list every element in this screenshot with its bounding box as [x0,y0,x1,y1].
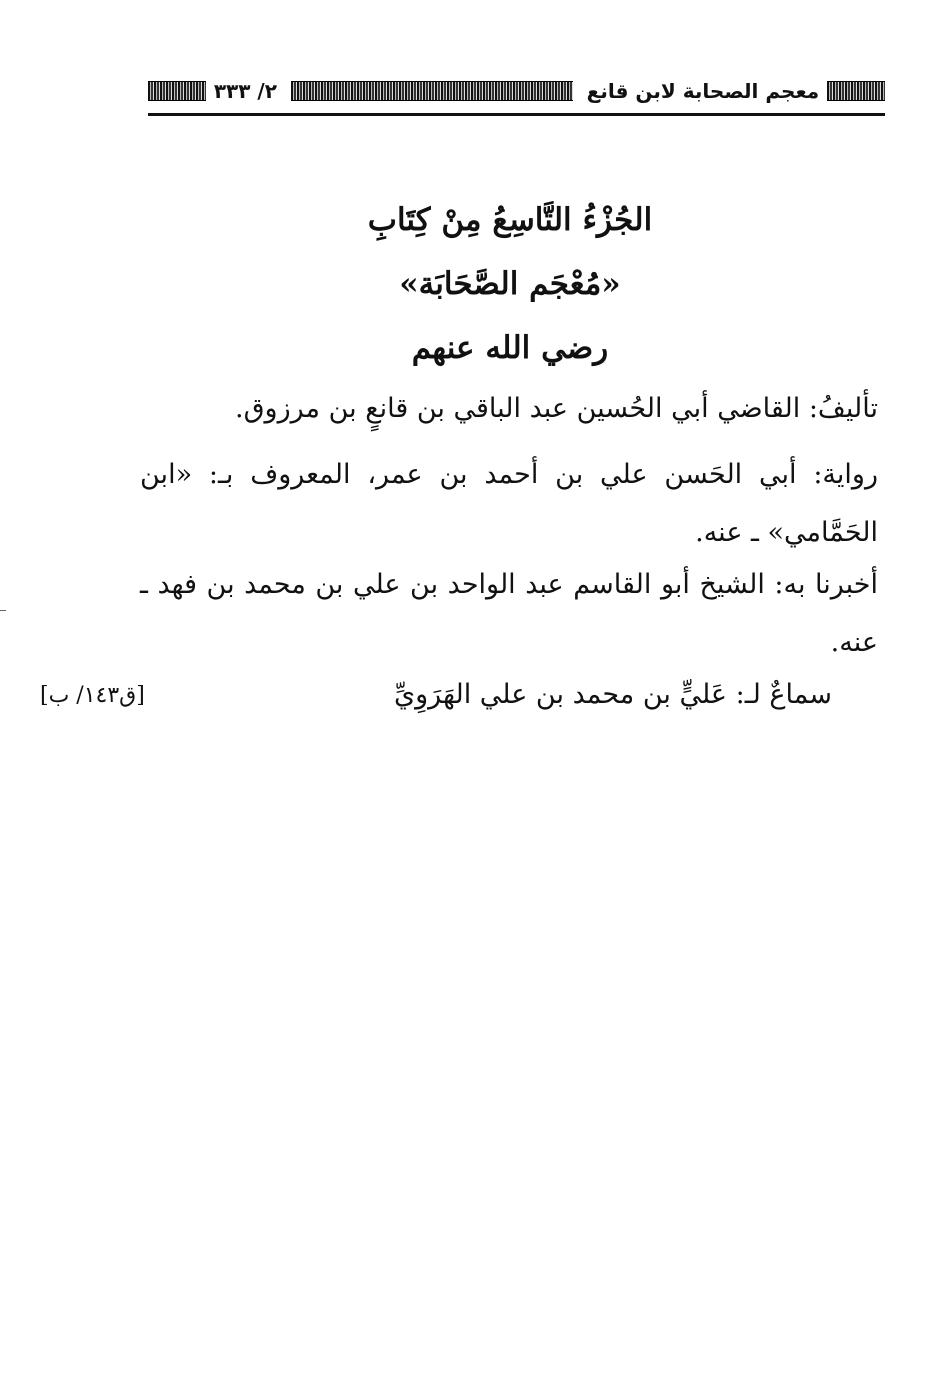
hearing-line: سماعٌ لـ: عَليٍّ بن محمد بن علي الهَرَوِيِّ [393,679,832,710]
header-rule [148,113,885,116]
margin-mark [0,610,6,611]
header-ornament-middle [291,81,573,101]
title-block [200,188,820,380]
page-number: ٢/ ٣٣٣ [213,79,277,103]
page-header [148,72,885,116]
running-title: معجم الصحابة لابن قانع [586,79,820,103]
title-part: الجُزْءُ التَّاسِعُ مِنْ كِتَابِ [367,202,653,238]
narration-paragraph: رواية: أبي الحَسن علي بن أحمد بن عمر، المعروف بـ: «ابن الحَمَّامي» ـ عنه. [140,459,878,548]
transmission-paragraph: أخبرنا به: الشيخ أبو القاسم عبد الواحد بن علي بن محمد بن فهد ـ عنه. [140,569,878,658]
header-ornament-left [148,81,206,101]
folio-reference: [ق١٤٣/ ب] [40,683,145,708]
header-ornament-right [827,81,885,101]
header-row [148,74,885,108]
authorship-line: تأليفُ: القاضي أبي الحُسين عبد الباقي بن قانعٍ بن مرزوق. [235,393,878,424]
title-blessing: رضي الله عنهم [411,330,609,366]
title-book-name: «مُعْجَم الصَّحَابَة» [399,266,621,302]
